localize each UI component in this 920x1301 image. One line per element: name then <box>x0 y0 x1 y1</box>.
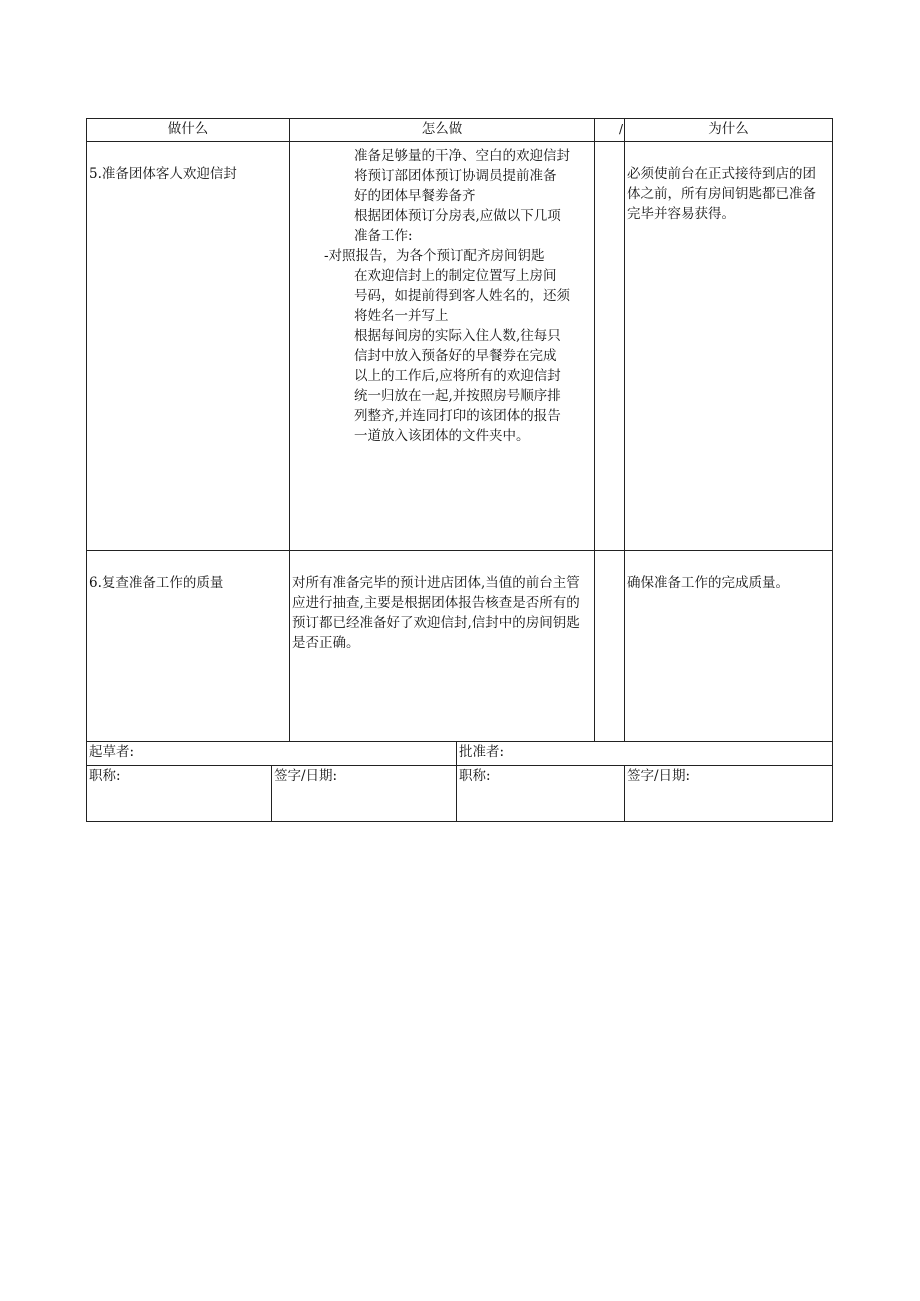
step-6-how: 对所有准备完毕的预计进店团体,当值的前台主管应进行抽查,主要是根据团体报告核查是否所有的预订都已经准备好了欢迎信封,信封中的房间钥匙是否正确。 <box>290 551 595 742</box>
drafter-sign-date-field: 签字/日期: <box>272 766 457 822</box>
procedure-sheet <box>86 118 832 822</box>
step-5-mark <box>595 142 625 551</box>
step-6-mark <box>595 551 625 742</box>
signoff-row <box>87 742 833 766</box>
step-5-how-line: 根据每间房的实际入住人数,往每只 <box>354 328 561 344</box>
header-what: 做什么 <box>87 119 290 142</box>
step-6-what: 6.复查准备工作的质量 <box>87 551 290 742</box>
step-5-how-line: 列整齐,并连同打印的该团体的报告 <box>354 408 561 424</box>
signoff-row <box>87 766 833 822</box>
step-5-how-line: 信封中放入预备好的早餐券在完成 <box>354 348 557 364</box>
table-row <box>87 142 833 551</box>
step-5-how-line: 在欢迎信封上的制定位置写上房间 <box>354 268 557 284</box>
table-row <box>87 551 833 742</box>
approver-label: 批准者: <box>457 742 833 766</box>
step-5-how-line: 以上的工作后,应将所有的欢迎信封 <box>354 368 561 384</box>
header-mark-text: / <box>618 122 623 136</box>
header-mark <box>595 119 625 142</box>
table-header-row <box>87 119 833 142</box>
step-5-how-line: 将姓名一并写上 <box>354 308 449 324</box>
step-5-how <box>290 142 595 551</box>
step-5-how-line: 根据团体预订分房表,应做以下几项 <box>354 208 561 224</box>
step-5-how-line: 准备足够量的干净、空白的欢迎信封 <box>354 148 570 164</box>
step-5-how-line: 好的团体早餐劵备齐 <box>354 188 476 204</box>
step-5-what: 5.准备团体客人欢迎信封 <box>87 142 290 551</box>
step-5-how-line: 准备工作: <box>354 228 413 244</box>
drafter-label: 起草者: <box>87 742 457 766</box>
step-5-why: 必须使前台在正式接待到店的团体之前，所有房间钥匙都已准备完毕并容易获得。 <box>625 142 833 551</box>
step-6-why: 确保准备工作的完成质量。 <box>625 551 833 742</box>
step-5-how-line: 统一归放在一起,并按照房号顺序排 <box>354 388 561 404</box>
step-5-how-line: 一道放入该团体的文件夹中。 <box>354 428 530 444</box>
approver-sign-date-field: 签字/日期: <box>625 766 833 822</box>
step-5-how-line: 将预订部团体预订协调员提前准备 <box>354 168 557 184</box>
header-why: 为什么 <box>625 119 833 142</box>
header-how: 怎么做 <box>290 119 595 142</box>
drafter-title-field: 职称: <box>87 766 272 822</box>
approver-title-field: 职称: <box>457 766 625 822</box>
step-5-how-line: 号码，如提前得到客人姓名的，还须 <box>354 288 570 304</box>
step-5-how-line: -对照报告，为各个预订配齐房间钥匙 <box>324 248 545 264</box>
procedure-table <box>86 118 833 742</box>
signoff-table <box>86 741 833 822</box>
